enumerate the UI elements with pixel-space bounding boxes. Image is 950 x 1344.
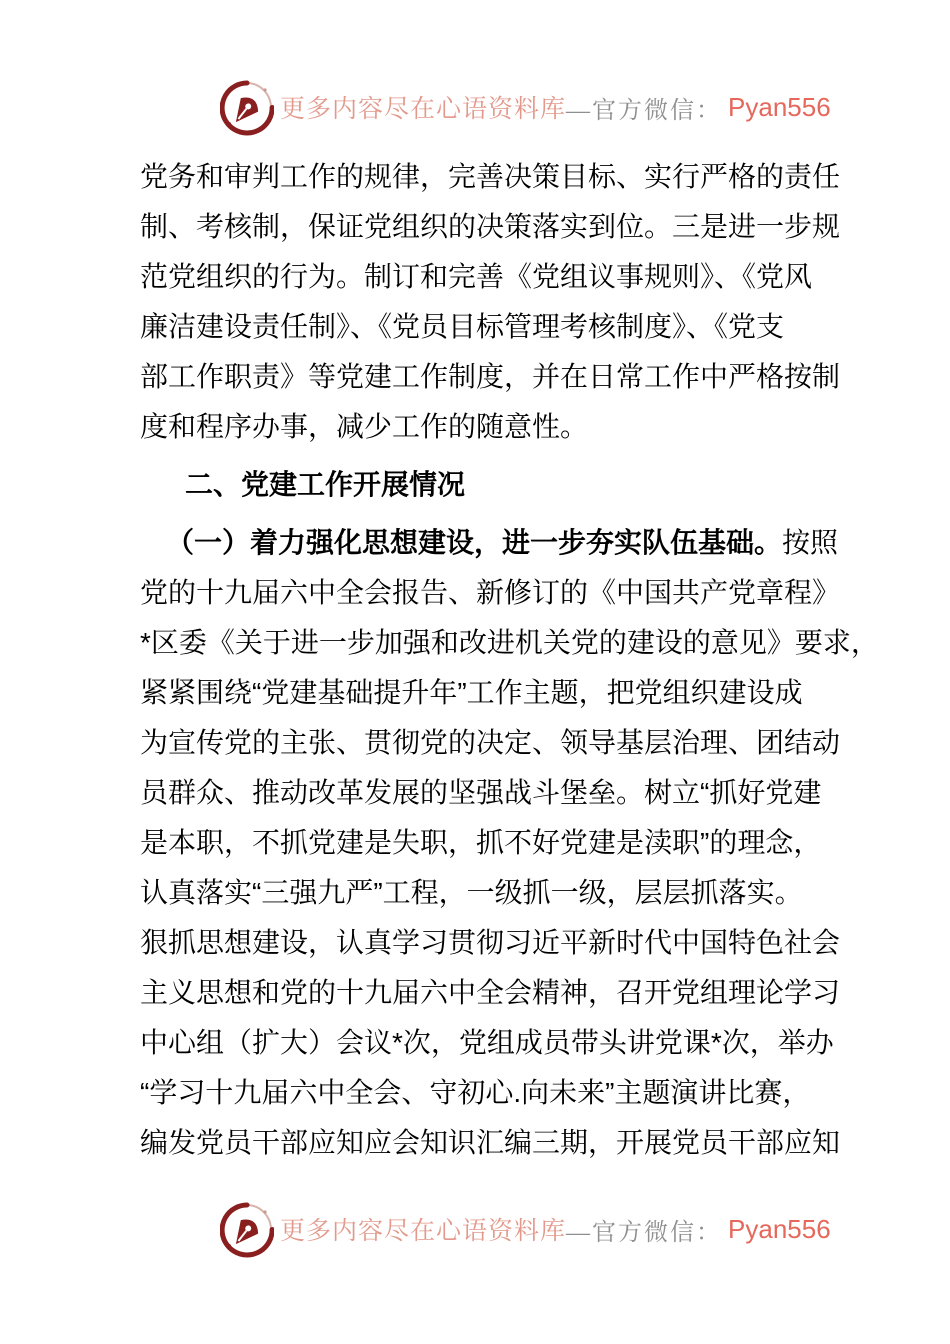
text-line: 主义思想和党的十九届六中全会精神，召开党组理论学习 <box>140 977 841 1008</box>
text-line: 党的十九届六中全会报告、新修订的《中国共产党章程》 <box>140 577 841 608</box>
watermark-brand-text: 更多内容尽在心语资料库 <box>280 1218 567 1245</box>
text-line: “学习十九届六中全会、守初心.向未来”主题演讲比赛， <box>140 1077 811 1108</box>
watermark-brand-text: 更多内容尽在心语资料库 <box>280 96 567 123</box>
bold-run: （一）着力强化思想建设，进一步夯实队伍基础。 <box>166 527 783 558</box>
watermark-wechat-id: Pyan556 <box>728 1213 831 1244</box>
text-line: 员群众、推动改革发展的坚强战斗堡垒。树立“抓好党建 <box>140 777 822 808</box>
watermark-wechat-label: —官方微信： <box>566 97 723 124</box>
text-line: 中心组（扩大）会议*次，党组成员带头讲党课*次，举办 <box>140 1027 834 1058</box>
text-line: 度和程序办事，减少工作的随意性。 <box>140 411 589 442</box>
text-line: 狠抓思想建设，认真学习贯彻习近平新时代中国特色社会 <box>140 927 841 958</box>
text-line: 为宣传党的主张、贯彻党的决定、领导基层治理、团结动 <box>140 727 841 758</box>
text-line: 紧紧围绕“党建基础提升年”工作主题，把党组织建设成 <box>140 677 803 708</box>
pen-nib-logo-icon <box>220 1200 274 1258</box>
text-line: *区委《关于进一步加强和改进机关党的建设的意见》要求， <box>140 627 879 658</box>
text-line: 党务和审判工作的规律，完善决策目标、实行严格的责任 <box>140 161 841 192</box>
document-body <box>140 152 879 1168</box>
watermark-header <box>220 78 831 136</box>
watermark-wechat-id: Pyan556 <box>728 91 831 122</box>
text-line: 范党组织的行为。制订和完善《党组议事规则》、《党风 <box>140 261 813 292</box>
paragraph <box>140 152 840 452</box>
pen-nib-logo-icon <box>220 78 274 136</box>
text-line <box>140 518 840 568</box>
text-line: 制、考核制，保证党组织的决策落实到位。三是进一步规 <box>140 211 841 242</box>
text-line: 廉洁建设责任制》、《党员目标管理考核制度》、《党支 <box>140 311 785 342</box>
paragraph <box>140 518 879 1168</box>
watermark-wechat-label: —官方微信： <box>566 1219 723 1246</box>
text-run: 按照 <box>782 527 839 558</box>
text-line: 部工作职责》等党建工作制度，并在日常工作中严格按制 <box>140 361 841 392</box>
text-line: 编发党员干部应知应会知识汇编三期，开展党员干部应知 <box>140 1127 841 1158</box>
watermark-footer <box>220 1200 831 1258</box>
text-line: 是本职，不抓党建是失职，抓不好党建是渎职”的理念， <box>140 827 822 858</box>
text-line: 认真落实“三强九严”工程，一级抓一级，层层抓落实。 <box>140 877 803 908</box>
text-line: 二、党建工作开展情况 <box>185 469 466 500</box>
section-heading <box>140 460 840 510</box>
